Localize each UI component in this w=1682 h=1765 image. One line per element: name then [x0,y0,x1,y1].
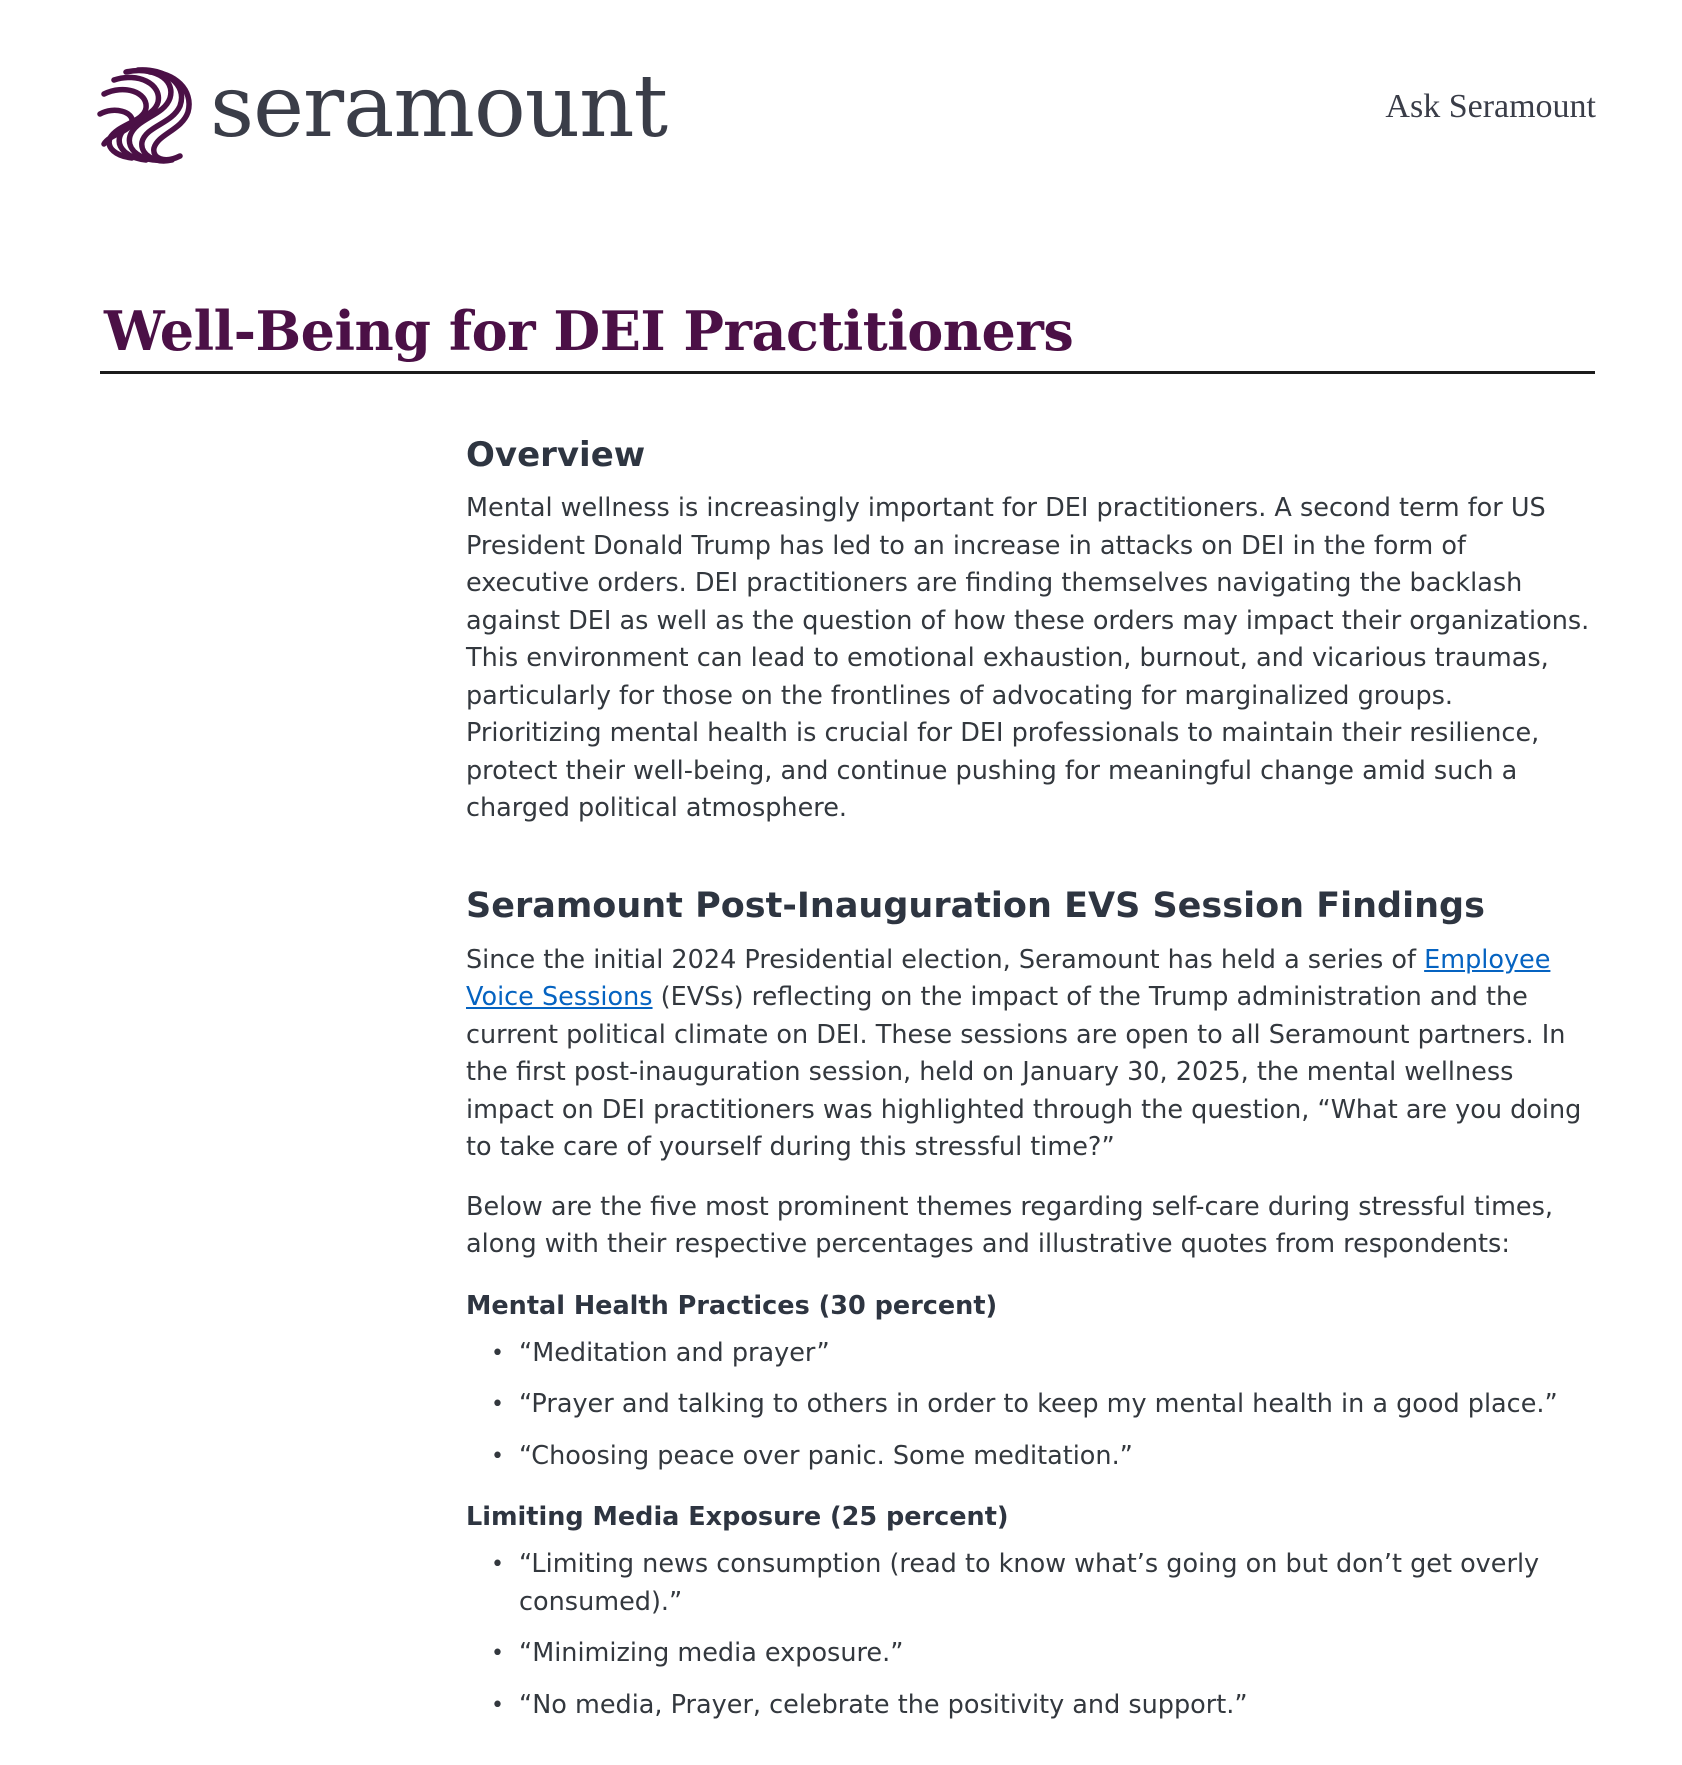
title-divider [100,371,1595,374]
overview-paragraph: Mental wellness is increasingly important for DEI practitioners. A second term for US President Donald Trump has led to an increase in attacks on DEI in the form of executive orders. DEI practitioners are finding themselves navigating the backlash against DEI as well as the question of how these orders may impact their organizations. This environment can lead to emotional exhaustion, burnout, and vicarious traumas, particularly for those on the frontlines of advocating for marginalized groups. Prioritizing mental health is crucial for DEI professionals to maintain their resilience, protect their well-being, and continue pushing for meaningful change amid such a charged political atmosphere. [466,493,1590,823]
theme-heading-mental-health: Mental Health Practices (30 percent) [466,1290,998,1321]
header [96,57,1596,172]
findings-heading: Seramount Post-Inauguration EVS Session Findings [466,885,1485,926]
list-item: • “Minimizing media exposure.” [519,1635,1596,1673]
page-title: Well-Being for DEI Practitioners [104,299,1074,363]
findings-intro-after-link: (EVSs) reflecting on the impact of the Trump administration and the current political climate on DEI. These sessions are open to all Seramount partners. In the first post-inauguration session, held on January 30, 2025, the mental wellness impact on DEI practitioners was highlighted through the question, “What are you doing to take care of yourself during this stressful time?” [466,982,1582,1162]
seramount-logo-icon[interactable] [96,64,194,166]
list-item: • “Limiting news consumption (read to know what’s going on but don’t get overly consumed).” [519,1546,1596,1621]
theme-heading-limiting-media: Limiting Media Exposure (25 percent) [466,1502,1009,1532]
themes-intro-paragraph: Below are the five most prominent themes regarding self-care during stressful times, along with their respective percentages and illustrative quotes from respondents: [466,1191,1553,1259]
list-item: • “Prayer and talking to others in order to keep my mental health in a good place.” [519,1386,1596,1424]
ask-seramount-link[interactable]: Ask Seramount [1385,88,1596,125]
brand-wordmark[interactable]: seramount [210,57,668,157]
list-item: • “Choosing peace over panic. Some meditation.” [519,1438,1596,1476]
list-item: • “Meditation and prayer” [519,1335,1596,1373]
list-item: • “No media, Prayer, celebrate the positivity and support.” [519,1687,1596,1725]
main-content [466,430,1596,1738]
findings-intro-paragraph [466,942,1596,1167]
employee-voice-sessions-link[interactable]: Employee Voice Sessions [466,944,1551,1012]
overview-heading: Overview [466,435,646,475]
findings-intro-before-link: Since the initial 2024 Presidential election, Seramount has held a series of [466,944,1425,975]
theme-quotes-mental-health [466,1335,1596,1476]
theme-quotes-limiting-media [466,1546,1596,1724]
